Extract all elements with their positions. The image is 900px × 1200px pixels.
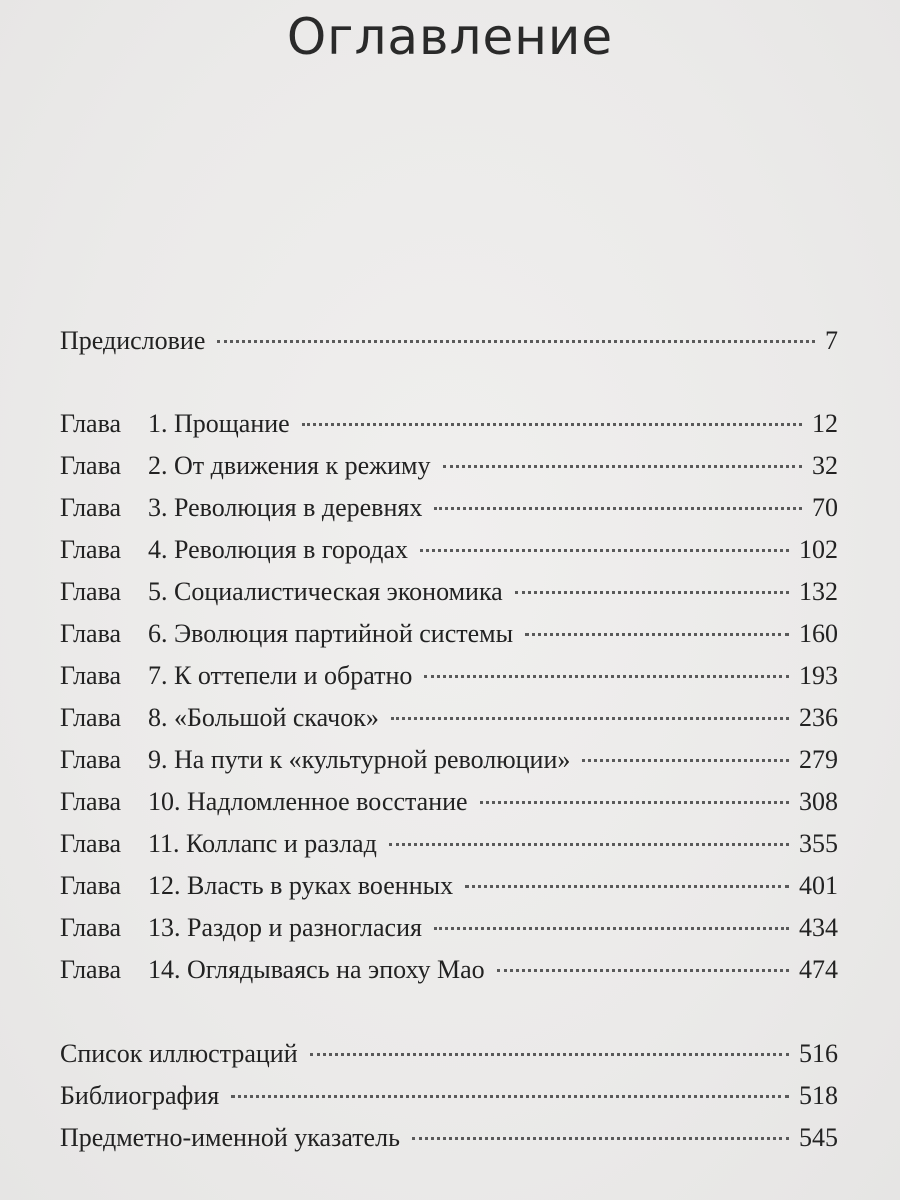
chapter-prefix: Глава xyxy=(60,451,122,480)
chapter-title: Надломленное восстание xyxy=(187,787,468,816)
toc-page-number: 516 xyxy=(799,1039,838,1068)
dot-leader xyxy=(231,1095,789,1098)
toc-page-number: 474 xyxy=(799,955,838,984)
toc-front-matter xyxy=(60,320,838,362)
toc-entry xyxy=(60,1033,838,1075)
chapter-number: 5. xyxy=(148,577,168,606)
dot-leader xyxy=(217,340,815,343)
toc-page-number: 132 xyxy=(799,577,838,606)
dot-leader xyxy=(389,843,789,846)
toc-chapter-entry xyxy=(60,907,838,949)
chapter-title: Раздор и разногласия xyxy=(187,913,422,942)
dot-leader xyxy=(443,465,802,468)
toc-chapter-entry xyxy=(60,655,838,697)
dot-leader xyxy=(497,969,789,972)
chapter-prefix: Глава xyxy=(60,871,122,900)
chapter-number: 14. xyxy=(148,955,181,984)
chapter-title: Коллапс и разлад xyxy=(186,829,377,858)
dot-leader xyxy=(525,633,789,636)
chapter-number: 8. xyxy=(148,703,168,732)
chapter-title: Власть в руках военных xyxy=(187,871,454,900)
chapter-prefix: Глава xyxy=(60,829,122,858)
chapter-title: Эволюция партийной системы xyxy=(174,619,514,648)
toc-entry xyxy=(60,320,838,362)
chapter-prefix: Глава xyxy=(60,535,122,564)
chapter-title: Революция в деревнях xyxy=(174,493,423,522)
dot-leader xyxy=(465,885,789,888)
toc-page-number: 545 xyxy=(799,1123,838,1152)
chapter-title: Оглядываясь на эпоху Мао xyxy=(187,955,485,984)
toc-entry xyxy=(60,1117,838,1159)
dot-leader xyxy=(391,717,789,720)
toc-page-number: 434 xyxy=(799,913,838,942)
chapter-prefix: Глава xyxy=(60,409,122,438)
toc-page-number: 7 xyxy=(825,326,838,355)
toc-chapters xyxy=(60,403,838,991)
chapter-number: 1. xyxy=(148,409,168,438)
toc-chapter-entry xyxy=(60,529,838,571)
chapter-prefix: Глава xyxy=(60,493,122,522)
toc-chapter-entry xyxy=(60,949,838,991)
chapter-prefix: Глава xyxy=(60,745,122,774)
dot-leader xyxy=(302,423,802,426)
chapter-number: 11. xyxy=(148,829,180,858)
chapter-number: 13. xyxy=(148,913,181,942)
chapter-title: Прощание xyxy=(174,409,290,438)
chapter-number: 2. xyxy=(148,451,168,480)
chapter-title: От движения к режиму xyxy=(174,451,431,480)
chapter-number: 7. xyxy=(148,661,168,690)
toc-chapter-entry xyxy=(60,571,838,613)
toc-page-number: 32 xyxy=(812,451,838,480)
toc-entry xyxy=(60,1075,838,1117)
toc-page-number: 279 xyxy=(799,745,838,774)
toc-page-number: 308 xyxy=(799,787,838,816)
toc-entry-label: Предисловие xyxy=(60,326,206,355)
toc-chapter-entry xyxy=(60,781,838,823)
chapter-number: 9. xyxy=(148,745,168,774)
toc-chapter-entry xyxy=(60,445,838,487)
dot-leader xyxy=(434,927,789,930)
dot-leader xyxy=(424,675,789,678)
toc-chapter-entry xyxy=(60,865,838,907)
toc-chapter-entry xyxy=(60,697,838,739)
toc-chapter-entry xyxy=(60,613,838,655)
chapter-title: «Большой скачок» xyxy=(174,703,379,732)
toc-page-number: 401 xyxy=(799,871,838,900)
chapter-number: 12. xyxy=(148,871,181,900)
chapter-prefix: Глава xyxy=(60,787,122,816)
chapter-prefix: Глава xyxy=(60,661,122,690)
chapter-number: 3. xyxy=(148,493,168,522)
toc-page-number: 193 xyxy=(799,661,838,690)
chapter-prefix: Глава xyxy=(60,913,122,942)
chapter-prefix: Глава xyxy=(60,619,122,648)
page-title: Оглавление xyxy=(286,8,614,66)
toc-page-number: 236 xyxy=(799,703,838,732)
chapter-prefix: Глава xyxy=(60,577,122,606)
chapter-title: Революция в городах xyxy=(174,535,408,564)
dot-leader xyxy=(310,1053,789,1056)
dot-leader xyxy=(434,507,802,510)
chapter-title: К оттепели и обратно xyxy=(174,661,413,690)
toc-page-number: 12 xyxy=(812,409,838,438)
dot-leader xyxy=(515,591,789,594)
toc-page-number: 102 xyxy=(799,535,838,564)
dot-leader xyxy=(420,549,789,552)
toc-chapter-entry xyxy=(60,403,838,445)
toc-chapter-entry xyxy=(60,823,838,865)
toc-page-number: 160 xyxy=(799,619,838,648)
chapter-number: 10. xyxy=(148,787,181,816)
chapter-prefix: Глава xyxy=(60,955,122,984)
dot-leader xyxy=(480,801,789,804)
toc-entry-label: Предметно-именной указатель xyxy=(60,1123,400,1152)
dot-leader xyxy=(412,1137,789,1140)
chapter-number: 4. xyxy=(148,535,168,564)
toc-page-number: 518 xyxy=(799,1081,838,1110)
chapter-title: На пути к «культурной революции» xyxy=(174,745,571,774)
toc-back-matter xyxy=(60,1033,838,1159)
toc-chapter-entry xyxy=(60,487,838,529)
toc-chapter-entry xyxy=(60,739,838,781)
toc-entry-label: Библиография xyxy=(60,1081,220,1110)
dot-leader xyxy=(582,759,789,762)
chapter-number: 6. xyxy=(148,619,168,648)
toc-page-number: 355 xyxy=(799,829,838,858)
chapter-title: Социалистическая экономика xyxy=(174,577,503,606)
toc-page-number: 70 xyxy=(812,493,838,522)
chapter-prefix: Глава xyxy=(60,703,122,732)
toc-entry-label: Список иллюстраций xyxy=(60,1039,298,1068)
